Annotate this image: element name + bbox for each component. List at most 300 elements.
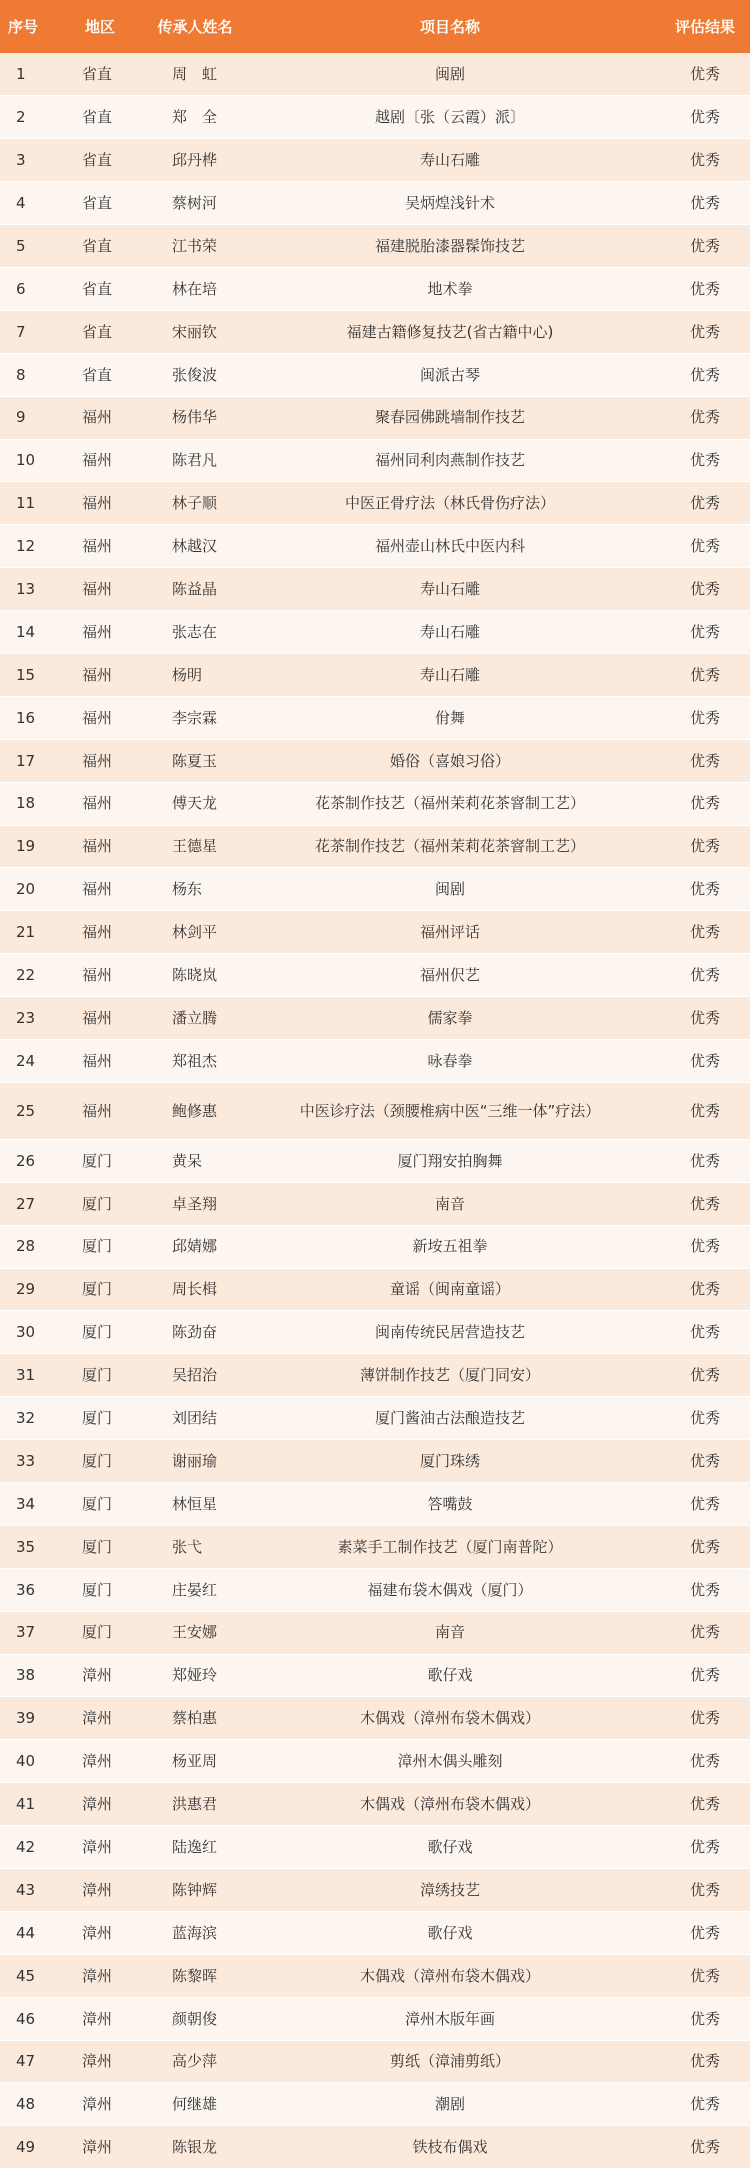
cell-project-name: 婚俗（喜娘习俗） xyxy=(240,739,660,782)
cell-project-name: 答嘴鼓 xyxy=(240,1483,660,1526)
cell-project-name: 福建脱胎漆器髹饰技艺 xyxy=(240,225,660,268)
cell-region: 省直 xyxy=(50,182,150,225)
cell-project-name: 福州伬艺 xyxy=(240,954,660,997)
table-row xyxy=(0,696,750,739)
cell-region: 漳州 xyxy=(50,2126,150,2169)
cell-result: 优秀 xyxy=(660,1311,750,1354)
cell-index: 4 xyxy=(0,182,50,225)
table-row xyxy=(0,1611,750,1654)
header-result: 评估结果 xyxy=(674,18,735,36)
cell-index: 42 xyxy=(0,1826,50,1869)
cell-project-name: 寿山石雕 xyxy=(240,139,660,182)
cell-inheritor-name: 林在培 xyxy=(150,267,240,310)
cell-region: 福州 xyxy=(50,396,150,439)
cell-result: 优秀 xyxy=(660,1440,750,1483)
cell-result: 优秀 xyxy=(660,568,750,611)
cell-region: 省直 xyxy=(50,139,150,182)
cell-inheritor-name: 何继雄 xyxy=(150,2083,240,2126)
cell-inheritor-name: 郑 全 xyxy=(150,96,240,139)
cell-result: 优秀 xyxy=(660,739,750,782)
table-row xyxy=(0,611,750,654)
cell-inheritor-name: 周长楫 xyxy=(150,1268,240,1311)
cell-project-name: 闽派古琴 xyxy=(240,353,660,396)
header-index: 序号 xyxy=(8,18,39,36)
table-row xyxy=(0,1525,750,1568)
cell-region: 福州 xyxy=(50,611,150,654)
cell-region: 福州 xyxy=(50,1039,150,1082)
cell-result: 优秀 xyxy=(660,911,750,954)
cell-project-name: 地术拳 xyxy=(240,267,660,310)
cell-region: 厦门 xyxy=(50,1354,150,1397)
cell-region: 漳州 xyxy=(50,1869,150,1912)
cell-project-name: 聚春园佛跳墙制作技艺 xyxy=(240,396,660,439)
cell-index: 14 xyxy=(0,611,50,654)
table-row xyxy=(0,1997,750,2040)
cell-project-name: 福州评话 xyxy=(240,911,660,954)
cell-index: 21 xyxy=(0,911,50,954)
cell-inheritor-name: 王德星 xyxy=(150,825,240,868)
cell-result: 优秀 xyxy=(660,782,750,825)
cell-inheritor-name: 蔡柏惠 xyxy=(150,1697,240,1740)
cell-index: 19 xyxy=(0,825,50,868)
cell-region: 福州 xyxy=(50,568,150,611)
cell-region: 漳州 xyxy=(50,2083,150,2126)
cell-index: 45 xyxy=(0,1954,50,1997)
table-row xyxy=(0,1082,750,1139)
cell-region: 省直 xyxy=(50,353,150,396)
cell-index: 2 xyxy=(0,96,50,139)
cell-project-name: 福建古籍修复技艺(省古籍中心) xyxy=(240,310,660,353)
cell-index: 9 xyxy=(0,396,50,439)
cell-inheritor-name: 张俊波 xyxy=(150,353,240,396)
table-row xyxy=(0,954,750,997)
cell-project-name: 漳绣技艺 xyxy=(240,1869,660,1912)
cell-region: 福州 xyxy=(50,782,150,825)
cell-region: 厦门 xyxy=(50,1568,150,1611)
cell-inheritor-name: 周 虹 xyxy=(150,53,240,96)
cell-result: 优秀 xyxy=(660,1783,750,1826)
cell-result: 优秀 xyxy=(660,868,750,911)
cell-region: 厦门 xyxy=(50,1182,150,1225)
cell-inheritor-name: 陈钟辉 xyxy=(150,1869,240,1912)
cell-project-name: 厦门珠绣 xyxy=(240,1440,660,1483)
table-row xyxy=(0,139,750,182)
cell-inheritor-name: 陈劲奋 xyxy=(150,1311,240,1354)
cell-index: 39 xyxy=(0,1697,50,1740)
table-row xyxy=(0,1568,750,1611)
table-row xyxy=(0,739,750,782)
header-region: 地区 xyxy=(84,18,115,36)
cell-region: 福州 xyxy=(50,439,150,482)
cell-inheritor-name: 江书荣 xyxy=(150,225,240,268)
table-row xyxy=(0,2126,750,2169)
cell-result: 优秀 xyxy=(660,353,750,396)
cell-index: 29 xyxy=(0,1268,50,1311)
cell-project-name: 佾舞 xyxy=(240,696,660,739)
cell-index: 5 xyxy=(0,225,50,268)
cell-inheritor-name: 陈益晶 xyxy=(150,568,240,611)
cell-index: 25 xyxy=(0,1082,50,1139)
cell-index: 3 xyxy=(0,139,50,182)
cell-region: 漳州 xyxy=(50,1911,150,1954)
cell-project-name: 木偶戏（漳州布袋木偶戏） xyxy=(240,1697,660,1740)
cell-index: 1 xyxy=(0,53,50,96)
cell-project-name: 漳州木偶头雕刻 xyxy=(240,1740,660,1783)
cell-inheritor-name: 吴招治 xyxy=(150,1354,240,1397)
table-row xyxy=(0,1654,750,1697)
table-row xyxy=(0,1911,750,1954)
cell-inheritor-name: 林越汉 xyxy=(150,525,240,568)
cell-result: 优秀 xyxy=(660,611,750,654)
cell-inheritor-name: 陈晓岚 xyxy=(150,954,240,997)
cell-project-name: 福建布袋木偶戏（厦门） xyxy=(240,1568,660,1611)
cell-region: 厦门 xyxy=(50,1483,150,1526)
cell-result: 优秀 xyxy=(660,2040,750,2083)
header-inheritor-name: 传承人姓名 xyxy=(157,18,233,36)
cell-result: 优秀 xyxy=(660,267,750,310)
cell-project-name: 木偶戏（漳州布袋木偶戏） xyxy=(240,1783,660,1826)
cell-inheritor-name: 林恒星 xyxy=(150,1483,240,1526)
table-row xyxy=(0,1039,750,1082)
table-row xyxy=(0,96,750,139)
cell-index: 38 xyxy=(0,1654,50,1697)
cell-index: 35 xyxy=(0,1525,50,1568)
cell-inheritor-name: 邱婧娜 xyxy=(150,1225,240,1268)
cell-inheritor-name: 蓝海滨 xyxy=(150,1911,240,1954)
cell-inheritor-name: 张志在 xyxy=(150,611,240,654)
cell-project-name: 闽南传统民居营造技艺 xyxy=(240,1311,660,1354)
table-row xyxy=(0,2040,750,2083)
table-row xyxy=(0,782,750,825)
cell-inheritor-name: 杨亚周 xyxy=(150,1740,240,1783)
cell-region: 厦门 xyxy=(50,1397,150,1440)
cell-inheritor-name: 郑娅玲 xyxy=(150,1654,240,1697)
cell-inheritor-name: 洪惠君 xyxy=(150,1783,240,1826)
table-row xyxy=(0,1139,750,1182)
cell-project-name: 吴炳煌浅针术 xyxy=(240,182,660,225)
cell-index: 41 xyxy=(0,1783,50,1826)
cell-result: 优秀 xyxy=(660,653,750,696)
cell-index: 30 xyxy=(0,1311,50,1354)
cell-index: 20 xyxy=(0,868,50,911)
table-row xyxy=(0,1869,750,1912)
table-body xyxy=(0,53,750,2169)
cell-result: 优秀 xyxy=(660,396,750,439)
cell-index: 8 xyxy=(0,353,50,396)
cell-index: 7 xyxy=(0,310,50,353)
cell-project-name: 花茶制作技艺（福州茉莉花茶窨制工艺） xyxy=(240,825,660,868)
cell-project-name: 厦门酱油古法酿造技艺 xyxy=(240,1397,660,1440)
cell-project-name: 薄饼制作技艺（厦门同安） xyxy=(240,1354,660,1397)
cell-inheritor-name: 杨伟华 xyxy=(150,396,240,439)
cell-project-name: 中医诊疗法（颈腰椎病中医“三维一体”疗法） xyxy=(240,1082,660,1139)
cell-project-name: 厦门翔安拍胸舞 xyxy=(240,1139,660,1182)
cell-result: 优秀 xyxy=(660,1483,750,1526)
cell-inheritor-name: 宋丽钦 xyxy=(150,310,240,353)
table-row xyxy=(0,1954,750,1997)
cell-index: 27 xyxy=(0,1182,50,1225)
table-row xyxy=(0,525,750,568)
table-row xyxy=(0,1826,750,1869)
cell-index: 32 xyxy=(0,1397,50,1440)
header-project-name: 项目名称 xyxy=(419,18,480,36)
cell-inheritor-name: 邱丹桦 xyxy=(150,139,240,182)
cell-inheritor-name: 郑祖杰 xyxy=(150,1039,240,1082)
table-row xyxy=(0,1740,750,1783)
cell-inheritor-name: 庄晏红 xyxy=(150,1568,240,1611)
cell-region: 漳州 xyxy=(50,2040,150,2083)
table-row xyxy=(0,653,750,696)
cell-index: 6 xyxy=(0,267,50,310)
cell-result: 优秀 xyxy=(660,2126,750,2169)
cell-project-name: 越剧〔张（云霞）派〕 xyxy=(240,96,660,139)
cell-index: 10 xyxy=(0,439,50,482)
cell-result: 优秀 xyxy=(660,1039,750,1082)
table-row xyxy=(0,1440,750,1483)
cell-index: 23 xyxy=(0,997,50,1040)
cell-result: 优秀 xyxy=(660,2083,750,2126)
cell-result: 优秀 xyxy=(660,439,750,482)
cell-region: 省直 xyxy=(50,96,150,139)
cell-project-name: 闽剧 xyxy=(240,53,660,96)
cell-result: 优秀 xyxy=(660,1697,750,1740)
cell-region: 省直 xyxy=(50,267,150,310)
cell-project-name: 寿山石雕 xyxy=(240,653,660,696)
cell-index: 22 xyxy=(0,954,50,997)
cell-result: 优秀 xyxy=(660,1182,750,1225)
cell-result: 优秀 xyxy=(660,1397,750,1440)
table-row xyxy=(0,1268,750,1311)
cell-index: 37 xyxy=(0,1611,50,1654)
cell-inheritor-name: 陆逸红 xyxy=(150,1826,240,1869)
table-row xyxy=(0,310,750,353)
cell-project-name: 寿山石雕 xyxy=(240,568,660,611)
table-row xyxy=(0,1311,750,1354)
cell-inheritor-name: 陈银龙 xyxy=(150,2126,240,2169)
cell-inheritor-name: 谢丽瑜 xyxy=(150,1440,240,1483)
table-row xyxy=(0,353,750,396)
cell-result: 优秀 xyxy=(660,1139,750,1182)
table-row xyxy=(0,1783,750,1826)
cell-inheritor-name: 蔡树河 xyxy=(150,182,240,225)
cell-inheritor-name: 高少萍 xyxy=(150,2040,240,2083)
cell-index: 17 xyxy=(0,739,50,782)
cell-index: 48 xyxy=(0,2083,50,2126)
table-row xyxy=(0,1697,750,1740)
cell-project-name: 潮剧 xyxy=(240,2083,660,2126)
cell-index: 15 xyxy=(0,653,50,696)
cell-result: 优秀 xyxy=(660,53,750,96)
cell-index: 36 xyxy=(0,1568,50,1611)
cell-result: 优秀 xyxy=(660,1082,750,1139)
cell-inheritor-name: 黄呆 xyxy=(150,1139,240,1182)
cell-project-name: 咏春拳 xyxy=(240,1039,660,1082)
cell-result: 优秀 xyxy=(660,1654,750,1697)
cell-region: 福州 xyxy=(50,997,150,1040)
cell-index: 12 xyxy=(0,525,50,568)
cell-project-name: 中医正骨疗法（林氏骨伤疗法） xyxy=(240,482,660,525)
cell-inheritor-name: 杨东 xyxy=(150,868,240,911)
cell-inheritor-name: 李宗霖 xyxy=(150,696,240,739)
cell-project-name: 童谣（闽南童谣） xyxy=(240,1268,660,1311)
cell-region: 福州 xyxy=(50,868,150,911)
cell-region: 厦门 xyxy=(50,1611,150,1654)
cell-index: 28 xyxy=(0,1225,50,1268)
cell-region: 福州 xyxy=(50,525,150,568)
table-row xyxy=(0,2083,750,2126)
cell-index: 31 xyxy=(0,1354,50,1397)
cell-result: 优秀 xyxy=(660,1997,750,2040)
cell-result: 优秀 xyxy=(660,96,750,139)
cell-region: 漳州 xyxy=(50,1997,150,2040)
cell-result: 优秀 xyxy=(660,1611,750,1654)
table-row xyxy=(0,439,750,482)
cell-region: 厦门 xyxy=(50,1139,150,1182)
cell-result: 优秀 xyxy=(660,825,750,868)
cell-project-name: 歌仔戏 xyxy=(240,1826,660,1869)
cell-index: 33 xyxy=(0,1440,50,1483)
cell-index: 24 xyxy=(0,1039,50,1082)
cell-project-name: 木偶戏（漳州布袋木偶戏） xyxy=(240,1954,660,1997)
cell-region: 漳州 xyxy=(50,1697,150,1740)
cell-region: 厦门 xyxy=(50,1268,150,1311)
table-row xyxy=(0,482,750,525)
cell-result: 优秀 xyxy=(660,997,750,1040)
cell-result: 优秀 xyxy=(660,1740,750,1783)
table-row xyxy=(0,568,750,611)
cell-result: 优秀 xyxy=(660,1225,750,1268)
cell-region: 漳州 xyxy=(50,1783,150,1826)
cell-project-name: 福州壶山林氏中医内科 xyxy=(240,525,660,568)
cell-region: 福州 xyxy=(50,696,150,739)
cell-region: 厦门 xyxy=(50,1440,150,1483)
cell-region: 漳州 xyxy=(50,1954,150,1997)
table-row xyxy=(0,396,750,439)
cell-inheritor-name: 傅天龙 xyxy=(150,782,240,825)
cell-inheritor-name: 陈黎晖 xyxy=(150,1954,240,1997)
header-row xyxy=(0,0,750,53)
cell-region: 厦门 xyxy=(50,1225,150,1268)
table-header xyxy=(0,0,750,53)
cell-project-name: 素菜手工制作技艺（厦门南普陀） xyxy=(240,1525,660,1568)
cell-project-name: 新垵五祖拳 xyxy=(240,1225,660,1268)
cell-index: 46 xyxy=(0,1997,50,2040)
cell-index: 34 xyxy=(0,1483,50,1526)
cell-result: 优秀 xyxy=(660,182,750,225)
cell-index: 13 xyxy=(0,568,50,611)
table-row xyxy=(0,1225,750,1268)
cell-inheritor-name: 张弋 xyxy=(150,1525,240,1568)
table-row xyxy=(0,997,750,1040)
cell-inheritor-name: 潘立腾 xyxy=(150,997,240,1040)
cell-region: 福州 xyxy=(50,482,150,525)
cell-project-name: 南音 xyxy=(240,1611,660,1654)
cell-inheritor-name: 陈夏玉 xyxy=(150,739,240,782)
cell-inheritor-name: 王安娜 xyxy=(150,1611,240,1654)
cell-result: 优秀 xyxy=(660,1954,750,1997)
cell-result: 优秀 xyxy=(660,1911,750,1954)
cell-index: 47 xyxy=(0,2040,50,2083)
table-row xyxy=(0,1397,750,1440)
table-row xyxy=(0,182,750,225)
cell-result: 优秀 xyxy=(660,1869,750,1912)
cell-inheritor-name: 陈君凡 xyxy=(150,439,240,482)
cell-result: 优秀 xyxy=(660,310,750,353)
cell-inheritor-name: 林子顺 xyxy=(150,482,240,525)
cell-region: 福州 xyxy=(50,954,150,997)
cell-project-name: 漳州木版年画 xyxy=(240,1997,660,2040)
cell-index: 43 xyxy=(0,1869,50,1912)
cell-project-name: 福州同利肉燕制作技艺 xyxy=(240,439,660,482)
table-row xyxy=(0,1354,750,1397)
cell-result: 优秀 xyxy=(660,1354,750,1397)
cell-region: 漳州 xyxy=(50,1740,150,1783)
table-row xyxy=(0,267,750,310)
cell-result: 优秀 xyxy=(660,225,750,268)
cell-result: 优秀 xyxy=(660,954,750,997)
cell-project-name: 南音 xyxy=(240,1182,660,1225)
cell-inheritor-name: 杨明 xyxy=(150,653,240,696)
cell-project-name: 铁枝布偶戏 xyxy=(240,2126,660,2169)
cell-inheritor-name: 林剑平 xyxy=(150,911,240,954)
table-row xyxy=(0,1182,750,1225)
cell-region: 福州 xyxy=(50,911,150,954)
table-row xyxy=(0,1483,750,1526)
cell-project-name: 剪纸（漳浦剪纸） xyxy=(240,2040,660,2083)
table-row xyxy=(0,911,750,954)
cell-project-name: 歌仔戏 xyxy=(240,1911,660,1954)
cell-region: 漳州 xyxy=(50,1654,150,1697)
cell-region: 福州 xyxy=(50,825,150,868)
cell-index: 11 xyxy=(0,482,50,525)
cell-result: 优秀 xyxy=(660,1826,750,1869)
cell-region: 厦门 xyxy=(50,1525,150,1568)
cell-result: 优秀 xyxy=(660,1525,750,1568)
cell-index: 16 xyxy=(0,696,50,739)
cell-result: 优秀 xyxy=(660,139,750,182)
cell-result: 优秀 xyxy=(660,1568,750,1611)
cell-region: 漳州 xyxy=(50,1826,150,1869)
cell-index: 44 xyxy=(0,1911,50,1954)
cell-result: 优秀 xyxy=(660,525,750,568)
cell-project-name: 寿山石雕 xyxy=(240,611,660,654)
cell-project-name: 儒家拳 xyxy=(240,997,660,1040)
table-row xyxy=(0,225,750,268)
cell-index: 49 xyxy=(0,2126,50,2169)
cell-inheritor-name: 颜朝俊 xyxy=(150,1997,240,2040)
table-row xyxy=(0,868,750,911)
cell-project-name: 花茶制作技艺（福州茉莉花茶窨制工艺） xyxy=(240,782,660,825)
cell-inheritor-name: 刘团结 xyxy=(150,1397,240,1440)
cell-index: 40 xyxy=(0,1740,50,1783)
cell-region: 省直 xyxy=(50,310,150,353)
cell-region: 省直 xyxy=(50,225,150,268)
cell-project-name: 歌仔戏 xyxy=(240,1654,660,1697)
cell-index: 26 xyxy=(0,1139,50,1182)
table-row xyxy=(0,53,750,96)
cell-inheritor-name: 卓圣翔 xyxy=(150,1182,240,1225)
cell-project-name: 闽剧 xyxy=(240,868,660,911)
cell-index: 18 xyxy=(0,782,50,825)
table-row xyxy=(0,825,750,868)
cell-result: 优秀 xyxy=(660,696,750,739)
cell-inheritor-name: 鲍修惠 xyxy=(150,1082,240,1139)
cell-region: 福州 xyxy=(50,1082,150,1139)
cell-region: 省直 xyxy=(50,53,150,96)
cell-result: 优秀 xyxy=(660,1268,750,1311)
cell-region: 福州 xyxy=(50,739,150,782)
cell-result: 优秀 xyxy=(660,482,750,525)
